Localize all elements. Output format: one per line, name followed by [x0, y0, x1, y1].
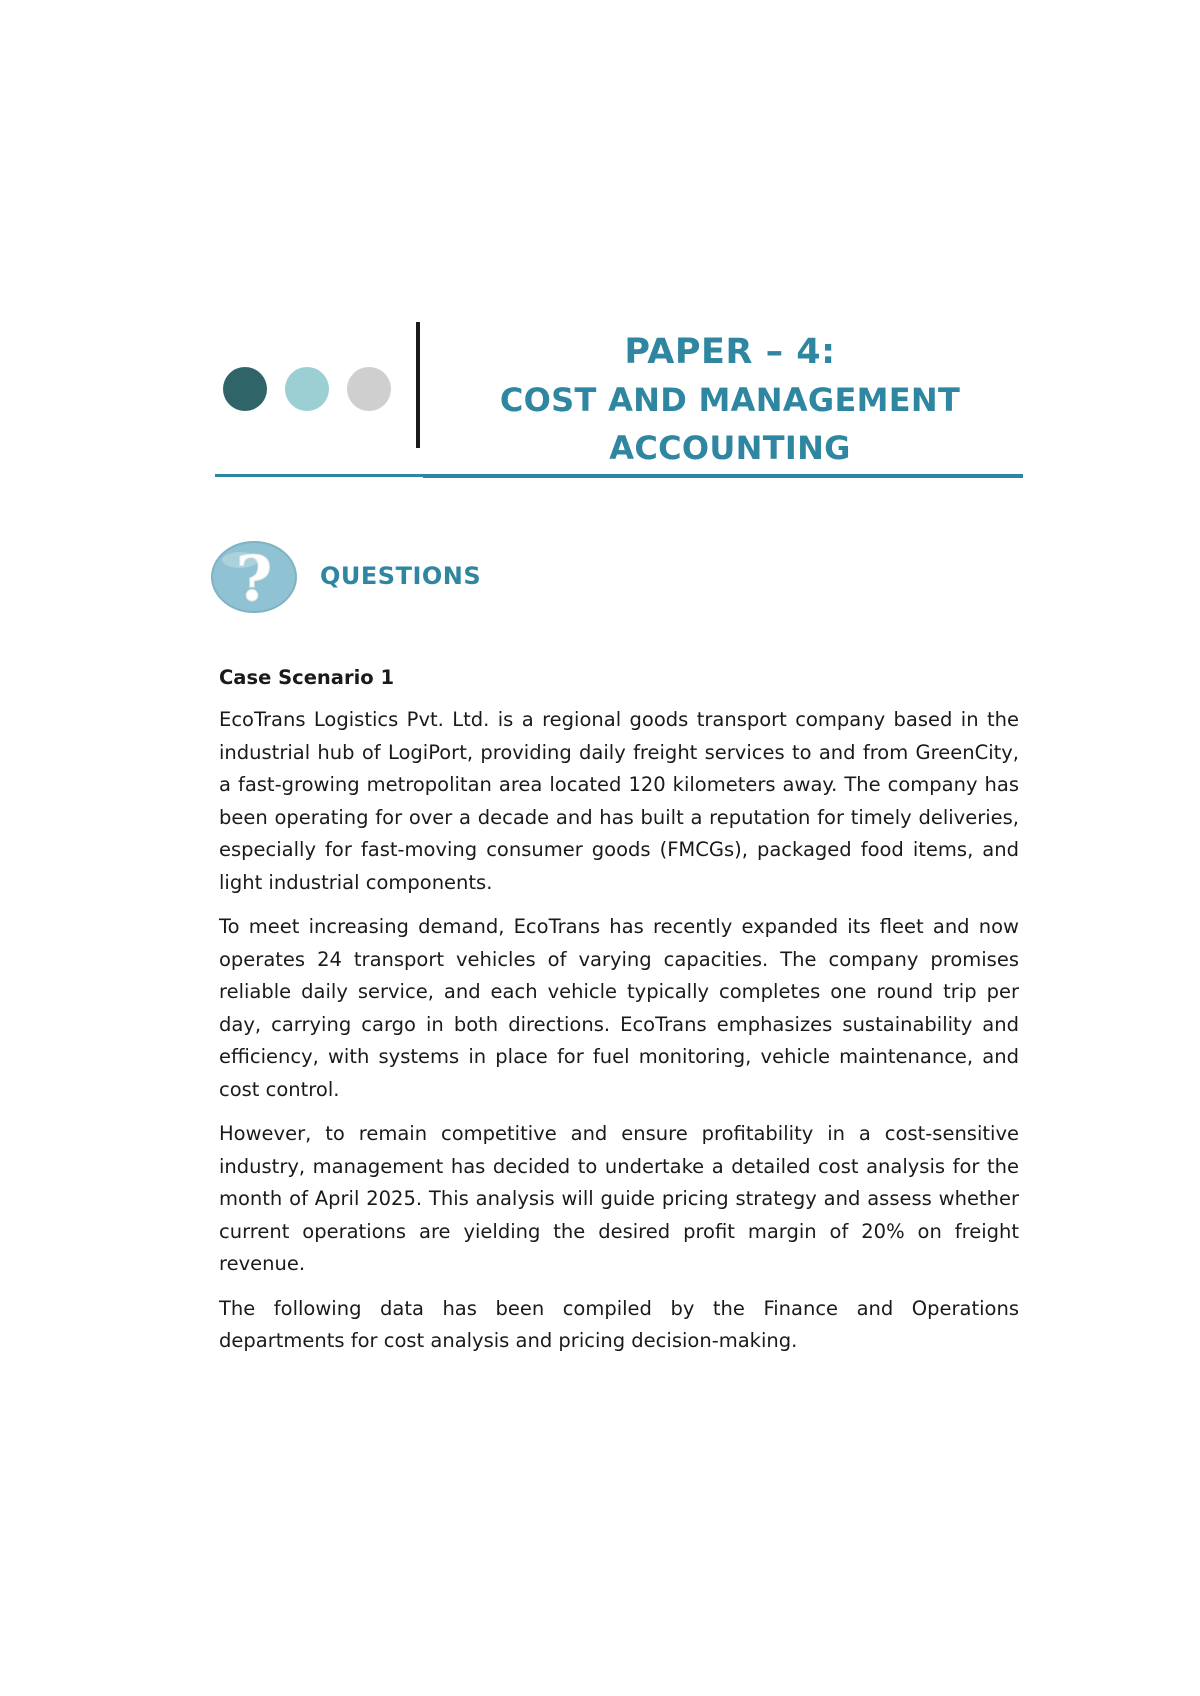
dot-light-icon [285, 367, 329, 411]
subject-title-line-1: COST AND MANAGEMENT [499, 381, 961, 419]
question-mark-icon [210, 540, 298, 614]
case-paragraph-4: The following data has been compiled by the Finance and Operations departments for cost analysis and pricing decision-making. [219, 1296, 1019, 1352]
questions-label: QUESTIONS [320, 562, 482, 590]
questions-heading [210, 540, 610, 614]
question-icon-glyph: ? [235, 542, 273, 614]
subject-title-line-2: ACCOUNTING [609, 429, 851, 467]
vertical-divider [416, 322, 420, 448]
dot-grey-icon [347, 367, 391, 411]
page-header [215, 322, 1023, 480]
case-paragraph-1: EcoTrans Logistics Pvt. Ltd. is a regional goods transport company based in the industrial hub of LogiPort, providing daily freight services to and from GreenCity, a fast-growing metropolitan area located 120 kilometers away. The company has been operating for over a decade and has built a reputation for timely deliveries, especially for fast-moving consumer goods (FMCGs), packaged food items, and light industrial components. [219, 708, 1019, 894]
case-scenario [219, 664, 1019, 1370]
decorative-dots [223, 367, 403, 417]
case-paragraph-3: However, to remain competitive and ensure profitability in a cost-sensitive industry, management has decided to undertake a detailed cost analysis for the month of April 2025. This analysis will guide pricing strategy and assess whether current operations are yielding the desired profit margin of 20% on freight revenue. [219, 1122, 1019, 1275]
paper-title-block [435, 328, 1025, 472]
header-rule [215, 474, 1023, 478]
dot-dark-icon [223, 367, 267, 411]
case-paragraph-2: To meet increasing demand, EcoTrans has recently expanded its fleet and now operates 24 transport vehicles of varying capacities. The company promises reliable daily service, and each vehicle typically completes one round trip per day, carrying cargo in both directions. EcoTrans emphasizes sustainability and efficiency, with systems in place for fuel monitoring, vehicle maintenance, and cost control. [219, 915, 1019, 1101]
case-scenario-title: Case Scenario 1 [219, 666, 395, 689]
header-rule-thin [215, 474, 425, 477]
header-rule-thick [423, 474, 1023, 478]
paper-label: PAPER – 4: [624, 332, 836, 372]
